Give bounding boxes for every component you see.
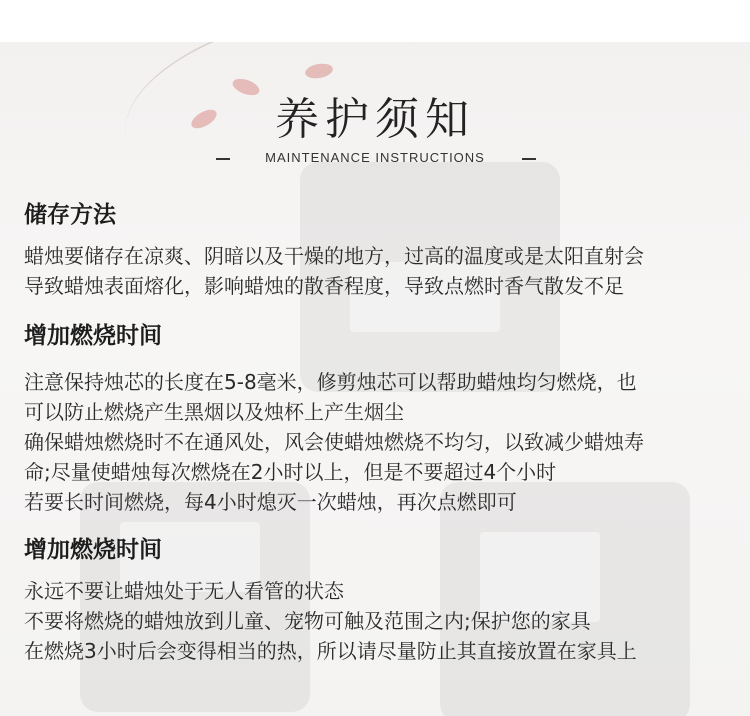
- section-body-storage: [24, 241, 734, 301]
- text-line: 若要长时间燃烧，每4小时熄灭一次蜡烛，再次点燃即可: [24, 490, 517, 514]
- text-line: 命;尽量使蜡烛每次燃烧在2小时以上，但是不要超过4个小时: [24, 460, 557, 484]
- right-dash: [522, 158, 536, 160]
- section-body-safety: [24, 576, 734, 666]
- text-line: 确保蜡烛燃烧时不在通风处，风会使蜡烛燃烧不均匀，以致减少蜡烛寿: [24, 430, 644, 454]
- section-heading-storage: 储存方法: [24, 202, 116, 228]
- text-line: 在燃烧3小时后会变得相当的热，所以请尽量防止其直接放置在家具上: [24, 639, 637, 663]
- section-heading-safety: 增加燃烧时间: [24, 537, 162, 563]
- text-line: 不要将燃烧的蜡烛放到儿童、宠物可触及范围之内;保护您的家具: [24, 609, 591, 633]
- text-line: 导致蜡烛表面熔化，影响蜡烛的散香程度，导致点燃时香气散发不足: [24, 274, 624, 298]
- subtitle-row: [0, 149, 750, 167]
- section-body-burn-time: [24, 367, 734, 517]
- text-line: 注意保持烛芯的长度在5-8毫米，修剪烛芯可以帮助蜡烛均匀燃烧，也: [24, 370, 637, 394]
- text-line: 蜡烛要储存在凉爽、阴暗以及干燥的地方，过高的温度或是太阳直射会: [24, 244, 644, 268]
- section-heading-burn-time: 增加燃烧时间: [24, 323, 162, 349]
- text-line: 永远不要让蜡烛处于无人看管的状态: [24, 579, 344, 603]
- title-block: [0, 92, 750, 148]
- page-title: 养护须知: [275, 94, 475, 145]
- page-subtitle: MAINTENANCE INSTRUCTIONS: [265, 150, 485, 165]
- text-line: 可以防止燃烧产生黑烟以及烛杯上产生烟尘: [24, 400, 404, 424]
